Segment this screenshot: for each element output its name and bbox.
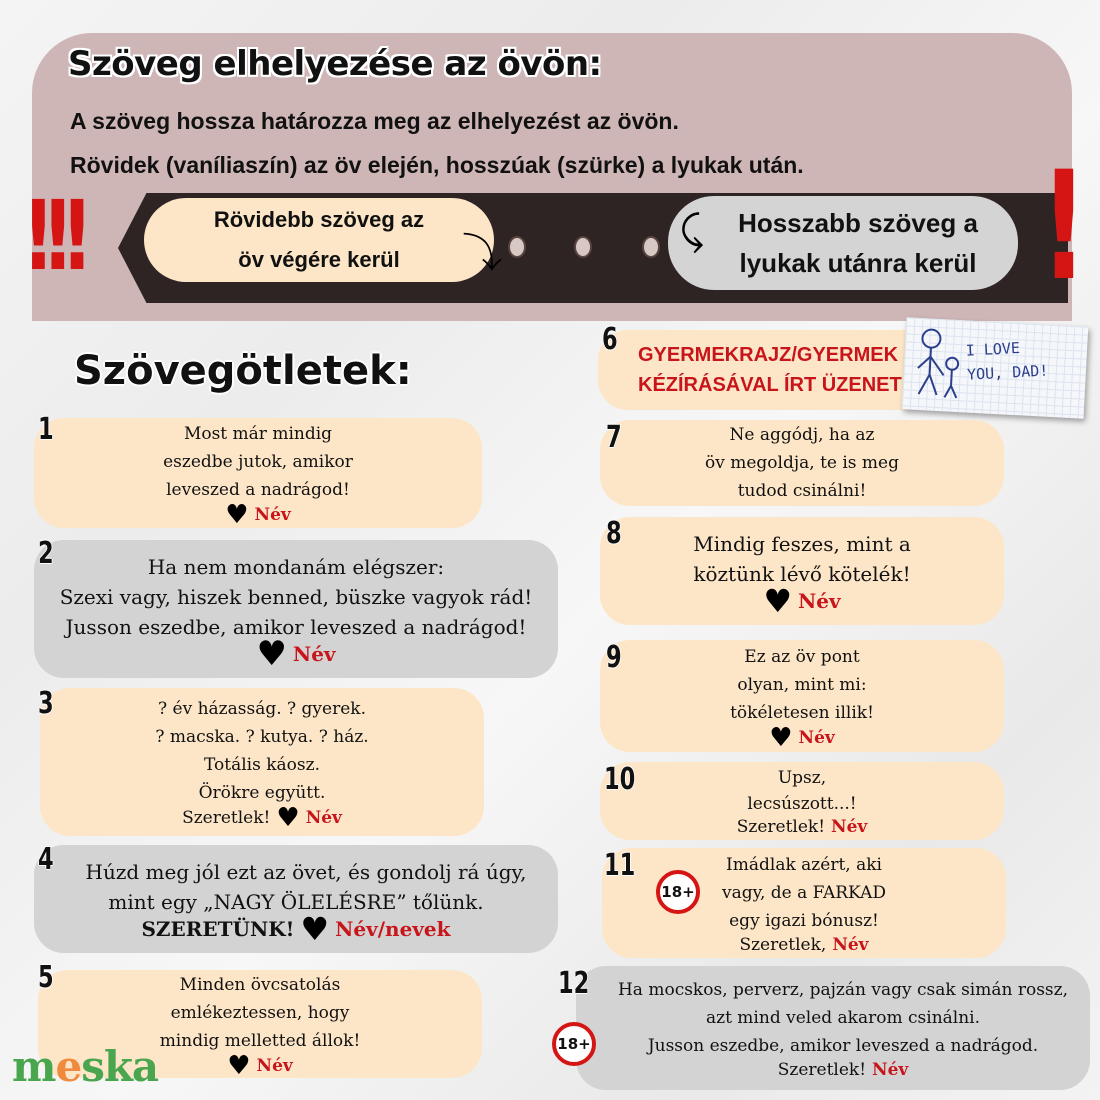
signature-prefix: Szeretlek! xyxy=(182,808,271,828)
idea-line: Jusson eszedbe, amikor leveszed a nadrágod. xyxy=(647,1036,1039,1056)
arrow-down-icon: ⤵ xyxy=(462,231,502,277)
idea-line: Ha mocskos, perverz, pajzán vagy csak simán rossz, xyxy=(617,980,1069,1000)
belt-hole xyxy=(508,236,526,258)
note-text xyxy=(965,335,1049,387)
heart-icon: ♥ xyxy=(227,1051,251,1081)
idea-line: leveszed a nadrágod! xyxy=(166,480,350,500)
idea-number: 11 xyxy=(604,848,636,883)
signature-prefix: Szeretlek, xyxy=(739,935,827,955)
idea-number: 4 xyxy=(38,842,54,877)
idea-number: 3 xyxy=(38,686,54,721)
idea-line: ? macska. ? kutya. ? ház. xyxy=(155,727,369,747)
idea-card-12 xyxy=(576,966,1090,1090)
idea-line: Szexi vagy, hiszek benned, büszke vagyok rád! xyxy=(59,585,533,609)
idea-number: 12 xyxy=(558,966,590,1001)
name-placeholder: Név xyxy=(254,505,291,525)
idea-line: mint egy „NAGY ÖLELÉSRE” tőlünk. xyxy=(108,890,484,914)
exclamation-icon: ! xyxy=(1040,140,1088,314)
signature-prefix: Szeretlek! xyxy=(736,817,826,837)
idea-number: 5 xyxy=(38,960,54,995)
idea-card-2 xyxy=(34,540,558,678)
heart-icon: ♥ xyxy=(256,634,287,674)
idea-number: 7 xyxy=(606,420,622,455)
belt-hole xyxy=(642,236,660,258)
idea-line: KÉZÍRÁSÁVAL ÍRT ÜZENET xyxy=(638,374,902,396)
idea-line: köztünk lévő kötelék! xyxy=(693,562,911,586)
heart-icon: ♥ xyxy=(276,803,300,833)
idea-line: Totális káosz. xyxy=(204,755,320,775)
stick-figures-icon xyxy=(908,324,972,407)
signature xyxy=(141,910,451,948)
idea-line: Ez az öv pont xyxy=(744,647,860,667)
signature xyxy=(256,634,336,674)
idea-line: lecsúszott...! xyxy=(747,794,857,814)
name-placeholder: Név/nevek xyxy=(335,917,451,941)
short-text-label xyxy=(144,198,494,282)
name-placeholder: Név xyxy=(872,1060,909,1080)
logo-part: m xyxy=(12,1042,56,1091)
idea-number: 9 xyxy=(606,640,622,675)
idea-line: Ha nem mondanám elégszer: xyxy=(147,555,445,579)
idea-line: azt mind veled akarom csinálni. xyxy=(705,1008,981,1028)
page-title: Szöveg elhelyezése az övön: xyxy=(68,44,602,84)
idea-line: Ne aggódj, ha az xyxy=(729,425,875,445)
heart-icon: ♥ xyxy=(763,582,793,620)
idea-line: Mindig feszes, mint a xyxy=(693,532,911,556)
name-placeholder: Név xyxy=(292,642,336,666)
idea-card-3 xyxy=(40,688,484,836)
idea-line: ? év házasság. ? gyerek. xyxy=(158,699,366,719)
idea-line: Jusson eszedbe, amikor leveszed a nadrágod! xyxy=(65,615,527,639)
idea-line: olyan, mint mi: xyxy=(737,675,867,695)
long-text-label xyxy=(668,196,1018,290)
age-18-plus-badge: 18+ xyxy=(552,1022,596,1066)
name-placeholder: Név xyxy=(256,1056,293,1076)
child-drawing-note-image xyxy=(902,317,1089,418)
section-title: Szövegötletek: xyxy=(74,348,412,394)
heart-icon: ♥ xyxy=(225,500,249,530)
signature xyxy=(739,935,868,955)
idea-number: 8 xyxy=(606,516,622,551)
signature xyxy=(227,1051,293,1081)
idea-number: 6 xyxy=(602,322,618,357)
signature xyxy=(763,582,841,620)
idea-card-10 xyxy=(600,762,1004,840)
idea-line: öv megoldja, te is meg xyxy=(705,453,899,473)
signature xyxy=(769,723,835,753)
idea-card-4 xyxy=(34,845,558,953)
heart-icon: ♥ xyxy=(300,910,330,948)
note-line: YOU, DAD! xyxy=(966,361,1049,384)
idea-line: tökéletesen illik! xyxy=(730,703,874,723)
short-text-line: Rövidebb szöveg az xyxy=(213,207,425,232)
note-line: I LOVE xyxy=(965,338,1021,360)
idea-line: Örökre együtt. xyxy=(198,783,326,803)
signature xyxy=(737,817,868,837)
logo-part: e xyxy=(55,1042,82,1091)
belt-hole xyxy=(574,236,592,258)
idea-card-8 xyxy=(600,517,1004,625)
idea-line: GYERMEKRAJZ/GYERMEK xyxy=(638,344,899,366)
heart-icon: ♥ xyxy=(769,723,793,753)
idea-line: Most már mindig xyxy=(183,424,333,444)
idea-line: Húzd meg jól ezt az övet, és gondolj rá úgy, xyxy=(85,860,527,884)
idea-line: emlékeztessen, hogy xyxy=(170,1003,350,1023)
idea-line: eszedbe jutok, amikor xyxy=(163,452,353,472)
logo-part: ska xyxy=(81,1042,159,1091)
name-placeholder: Név xyxy=(798,728,835,748)
exclamation-icon: !!! xyxy=(22,180,81,292)
idea-card-7 xyxy=(600,420,1004,506)
idea-card-9 xyxy=(600,640,1004,752)
idea-line: mindig melletted állok! xyxy=(159,1031,361,1051)
meska-logo xyxy=(12,1042,158,1091)
idea-line: Minden övcsatolás xyxy=(179,975,341,995)
arrow-down-icon: ⤹ xyxy=(680,208,704,254)
signature-prefix: SZERETÜNK! xyxy=(141,917,295,941)
header-line-1: A szöveg hossza határozza meg az elhelyezést az övön. xyxy=(70,108,679,134)
long-text-line: Hosszabb szöveg a xyxy=(738,208,978,238)
name-placeholder: Név xyxy=(832,935,869,955)
signature-prefix: Szeretlek! xyxy=(777,1060,867,1080)
age-18-plus-badge: 18+ xyxy=(656,870,700,914)
idea-line: Imádlak azért, aki xyxy=(726,855,882,875)
idea-number: 1 xyxy=(38,412,54,447)
name-placeholder: Név xyxy=(305,808,342,828)
signature xyxy=(778,1060,909,1080)
idea-number: 10 xyxy=(604,762,636,797)
name-placeholder: Név xyxy=(798,589,841,613)
short-text-line: öv végére kerül xyxy=(238,247,400,272)
long-text-line: lyukak utánra kerül xyxy=(739,248,977,278)
signature xyxy=(225,500,291,530)
idea-number: 2 xyxy=(38,536,54,571)
signature xyxy=(182,803,342,833)
idea-line: Upsz, xyxy=(777,768,827,788)
idea-line: egy igazi bónusz! xyxy=(729,911,879,931)
header-line-2: Rövidek (vaníliaszín) az öv elején, hosszúak (szürke) a lyukak után. xyxy=(70,152,804,178)
idea-line: vagy, de a FARKAD xyxy=(722,883,886,903)
name-placeholder: Név xyxy=(831,817,868,837)
idea-line: tudod csinálni! xyxy=(737,481,867,501)
idea-card-1 xyxy=(34,418,482,528)
